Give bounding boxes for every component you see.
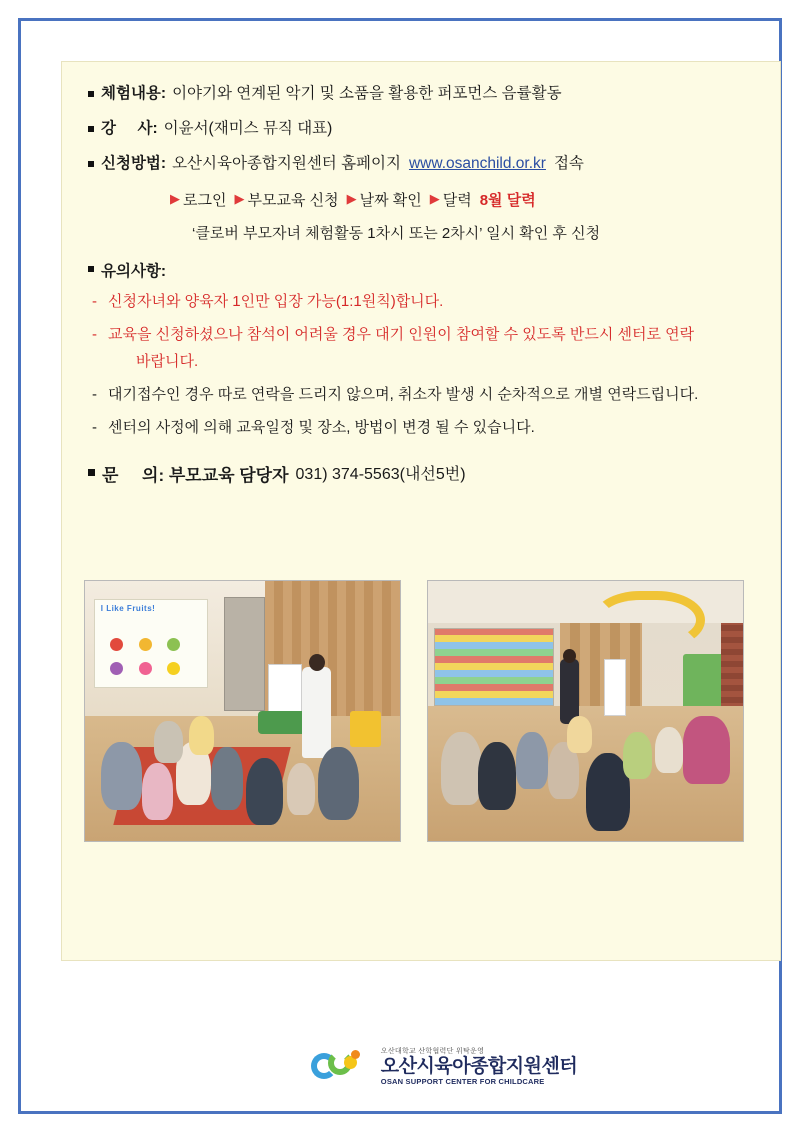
field-value: 이야기와 연계된 악기 및 소품을 활용한 퍼포먼스 음률활동	[172, 85, 562, 102]
content-panel	[61, 61, 781, 1086]
homepage-link[interactable]: www.osanchild.or.kr	[408, 154, 546, 172]
photo-fruit-sticker	[167, 662, 180, 675]
contact-label: 문 의: 부모교육 담당자	[102, 465, 289, 485]
square-bullet-icon	[88, 91, 94, 97]
photo-fruit-sticker	[110, 662, 123, 675]
photo-fruit-sticker	[139, 638, 152, 651]
photo-activity-left	[84, 580, 401, 842]
field-instructor	[80, 119, 766, 140]
photo-instructor	[302, 667, 330, 758]
photo-participant	[154, 721, 182, 763]
square-bullet-icon	[88, 469, 95, 476]
logo-text-block	[381, 1048, 577, 1086]
triangle-right-icon: ▶	[170, 191, 180, 207]
photo-participant	[101, 742, 142, 810]
contact-phone: 031) 374-5563(내선5번)	[295, 465, 466, 483]
photo-instructor	[560, 659, 579, 724]
step-label: 달력	[442, 191, 472, 209]
photo-participant	[318, 747, 359, 820]
dash-marker: -	[92, 418, 97, 436]
step-label: 로그인	[183, 191, 227, 209]
photo-participant	[287, 763, 315, 815]
step-label: 부모교육 신청	[247, 191, 339, 209]
field-label: 강 사:	[101, 119, 158, 137]
photo-standing-banner	[604, 659, 626, 716]
photo-green-mat	[258, 711, 308, 734]
document-frame	[18, 18, 782, 1114]
notice-heading	[80, 259, 766, 281]
photo-activity-right	[427, 580, 744, 842]
photo-participant	[516, 732, 548, 789]
logo-center-name: 오산시육아종합지원센터	[380, 1055, 578, 1077]
notice-text-wrap	[108, 324, 766, 374]
dash-marker: -	[92, 386, 97, 404]
photo-participant	[142, 763, 174, 820]
photo-participant	[567, 716, 592, 752]
photo-participant-pink	[683, 716, 730, 784]
footer-logo	[62, 1047, 800, 1087]
photo-participant	[441, 732, 482, 805]
field-label: 신청방법:	[101, 154, 167, 172]
triangle-right-icon: ▶	[234, 191, 245, 207]
notice-heading-label: 유의사항:	[101, 262, 167, 280]
field-value: 이윤서(재미스 뮤직 대표)	[163, 119, 333, 137]
triangle-right-icon: ▶	[429, 191, 440, 207]
step-highlight: 8월 달력	[479, 191, 536, 209]
photo-door	[224, 597, 265, 711]
notice-text: 대기접수인 경우 따로 연락을 드리지 않으며, 취소자 발생 시 순차적으로 개별 연락드립니다.	[108, 386, 699, 404]
logo-orange-dot-icon	[351, 1050, 360, 1059]
apply-text-after: 접속	[553, 154, 584, 172]
photo-participant	[246, 758, 284, 826]
notice-item	[80, 417, 766, 439]
photo-fruit-sticker	[139, 662, 152, 675]
photo-participant	[655, 727, 683, 774]
photo-instructor-head	[563, 649, 576, 663]
content-body	[80, 84, 766, 496]
center-logo-icon	[311, 1047, 371, 1087]
photo-participant	[478, 742, 516, 810]
photo-participant	[211, 747, 243, 809]
field-label: 체험내용:	[101, 85, 167, 102]
notice-text: 신청자녀와 양육자 1인만 입장 가능(1:1원칙)합니다.	[108, 292, 444, 310]
square-bullet-icon	[88, 161, 94, 167]
notice-text: 교육을 신청하셨으나 참석이 어려울 경우 대기 인원이 참여할 수 있도록 반드시 센터로 연락	[108, 325, 695, 343]
logo-operator-line: 오산대학교 산학협력단 위탁운영	[380, 1048, 485, 1056]
square-bullet-icon	[88, 126, 94, 132]
notice-item	[80, 384, 766, 406]
photo-participant	[623, 732, 651, 779]
notice-item	[80, 324, 766, 374]
triangle-right-icon: ▶	[346, 191, 357, 207]
photo-book-shelf	[434, 628, 554, 706]
dash-marker: -	[92, 292, 97, 310]
field-program-content	[80, 84, 766, 105]
apply-steps	[80, 189, 766, 210]
photo-participant	[189, 716, 214, 755]
contact-row	[80, 461, 766, 486]
field-how-to-apply	[80, 154, 766, 175]
photo-fruit-sticker	[167, 638, 180, 651]
photo-gallery	[84, 580, 744, 842]
photo-board-title: I Like Fruits!	[100, 604, 156, 614]
apply-text-before: 오산시육아종합지원센터 홈페이지	[172, 154, 401, 172]
step-label: 날짜 확인	[359, 191, 422, 209]
photo-yellow-chair	[350, 711, 382, 747]
photo-instructor-head	[309, 654, 325, 671]
square-bullet-icon	[88, 266, 94, 272]
logo-center-name-en: OSAN SUPPORT CENTER FOR CHILDCARE	[380, 1076, 545, 1086]
session-note: ‘클로버 부모자녀 체험활동 1차시 또는 2차시’ 일시 확인 후 신청	[192, 224, 601, 242]
notice-text-continued: 바랍니다.	[136, 353, 199, 371]
notice-item	[80, 291, 766, 313]
notice-text: 센터의 사정에 의해 교육일정 및 장소, 방법이 변경 될 수 있습니다.	[108, 418, 535, 436]
dash-marker: -	[92, 325, 97, 343]
